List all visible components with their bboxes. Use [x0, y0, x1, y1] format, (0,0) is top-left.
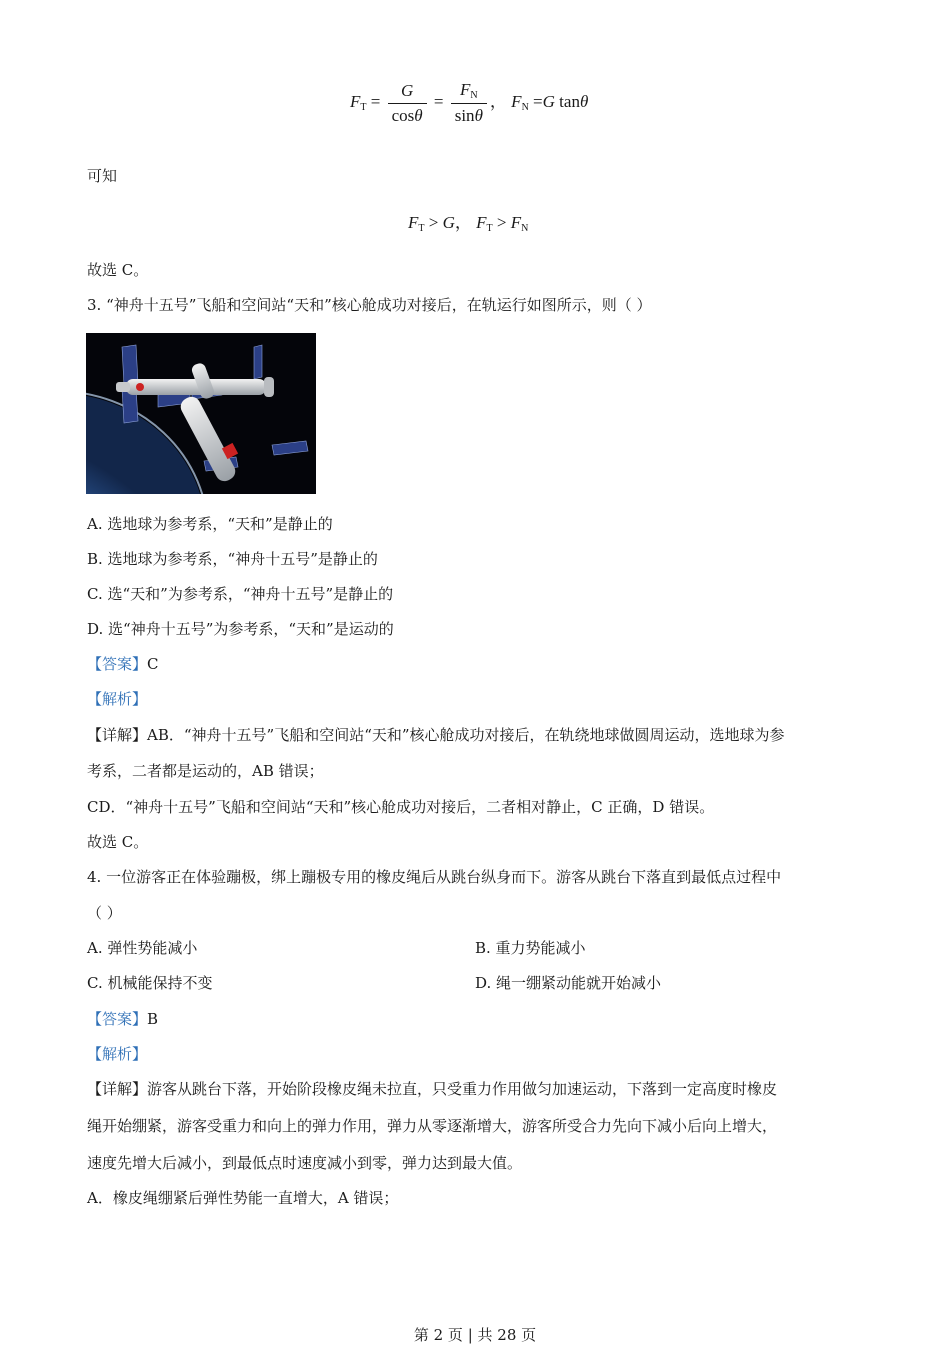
answer-value: B	[147, 1010, 159, 1028]
choose-answer: 故选 C。	[87, 261, 149, 279]
page-footer: 第 2 页 | 共 28 页	[413, 1326, 537, 1344]
detail-label: 【详解】	[87, 726, 148, 744]
formula-inequality: $F_T > G$， $F_T > F_N$	[408, 213, 529, 234]
question-3-option-c: C. 选“天和”为参考系，“神舟十五号”是静止的	[87, 585, 394, 603]
fraction-fn-over-sin	[451, 80, 487, 126]
answer-label: 【答案】	[87, 1010, 148, 1028]
question-4-detail-1: 【详解】游客从跳台下落，开始阶段橡皮绳未拉直，只受重力作用做匀加速运动，下落到一定高度时橡皮	[87, 1080, 778, 1098]
symbol-f: F	[511, 91, 522, 111]
question-4-stem-2: （ ）	[87, 904, 122, 922]
equals-sign: =	[433, 91, 444, 111]
question-4-analysis-label: 【解析】	[87, 1045, 148, 1063]
question-4-detail-2: 绳开始绷紧，游客受重力和向上的弹力作用，弹力从零逐渐增大，游客所受合力先向下减小后向上增大，	[87, 1117, 778, 1135]
question-3-detail-2: 考系，二者都是运动的，AB 错误；	[87, 762, 324, 780]
question-3-detail-3: CD．“神舟十五号”飞船和空间站“天和”核心舱成功对接后，二者相对静止，C 正确，D 错误。	[87, 798, 715, 816]
question-3-analysis-label: 【解析】	[87, 690, 148, 708]
question-3-option-d: D. 选“神舟十五号”为参考系，“天和”是运动的	[87, 620, 394, 638]
question-3-detail-1: 【详解】AB．“神舟十五号”飞船和空间站“天和”核心舱成功对接后，在轨绕地球做圆周运动，选地球为参	[87, 726, 785, 744]
subscript-t: T	[360, 101, 367, 113]
space-station-image	[86, 333, 316, 494]
question-4-option-d: D. 绳一绷紧动能就开始减小	[475, 974, 662, 992]
question-3-answer	[87, 654, 159, 674]
question-3-option-a: A. 选地球为参考系，“天和”是静止的	[87, 515, 333, 533]
question-4-option-c: C. 机械能保持不变	[87, 974, 213, 992]
tan-func: tan	[559, 91, 580, 111]
question-4-answer	[87, 1009, 158, 1029]
question-4-detail-4: A．橡皮绳绷紧后弹性势能一直增大，A 错误；	[87, 1189, 399, 1207]
equals-sign: =	[370, 91, 381, 111]
space-station-illustration	[86, 333, 316, 494]
question-4-option-b: B. 重力势能减小	[475, 939, 586, 957]
question-3-stem: 3. “神舟十五号”飞船和空间站“天和”核心舱成功对接后，在轨运行如图所示，则（ ）	[87, 296, 652, 314]
comma: ，	[489, 91, 507, 111]
question-4-stem-1: 4. 一位游客正在体验蹦极，绑上蹦极专用的橡皮绳后从跳台纵身而下。游客从跳台下落直到最低点过程中	[87, 868, 782, 886]
question-3-option-b: B. 选地球为参考系，“神舟十五号”是静止的	[87, 550, 378, 568]
symbol-theta: θ	[579, 91, 589, 111]
answer-value: C	[147, 655, 159, 673]
numerator-fn: $F_N$	[451, 80, 487, 104]
question-3-choose: 故选 C。	[87, 833, 149, 851]
formula-tension	[350, 80, 588, 126]
question-4-detail-3: 速度先增大后减小，到最低点时速度减小到零，弹力达到最大值。	[87, 1154, 523, 1172]
fraction-g-over-cos	[388, 81, 427, 126]
symbol-f: F	[350, 91, 361, 111]
denominator-sin: sinθ	[454, 106, 483, 125]
denominator-cos: cosθ	[391, 105, 423, 125]
answer-label: 【答案】	[87, 655, 148, 673]
detail-label: 【详解】	[87, 1080, 148, 1098]
symbol-g: G	[542, 91, 555, 111]
text-keyi: 可知	[87, 167, 118, 185]
question-4-option-a: A. 弹性势能减小	[87, 939, 198, 957]
equals-sign: =	[533, 91, 543, 111]
subscript-n: N	[521, 101, 529, 113]
numerator-g: G	[388, 81, 427, 104]
